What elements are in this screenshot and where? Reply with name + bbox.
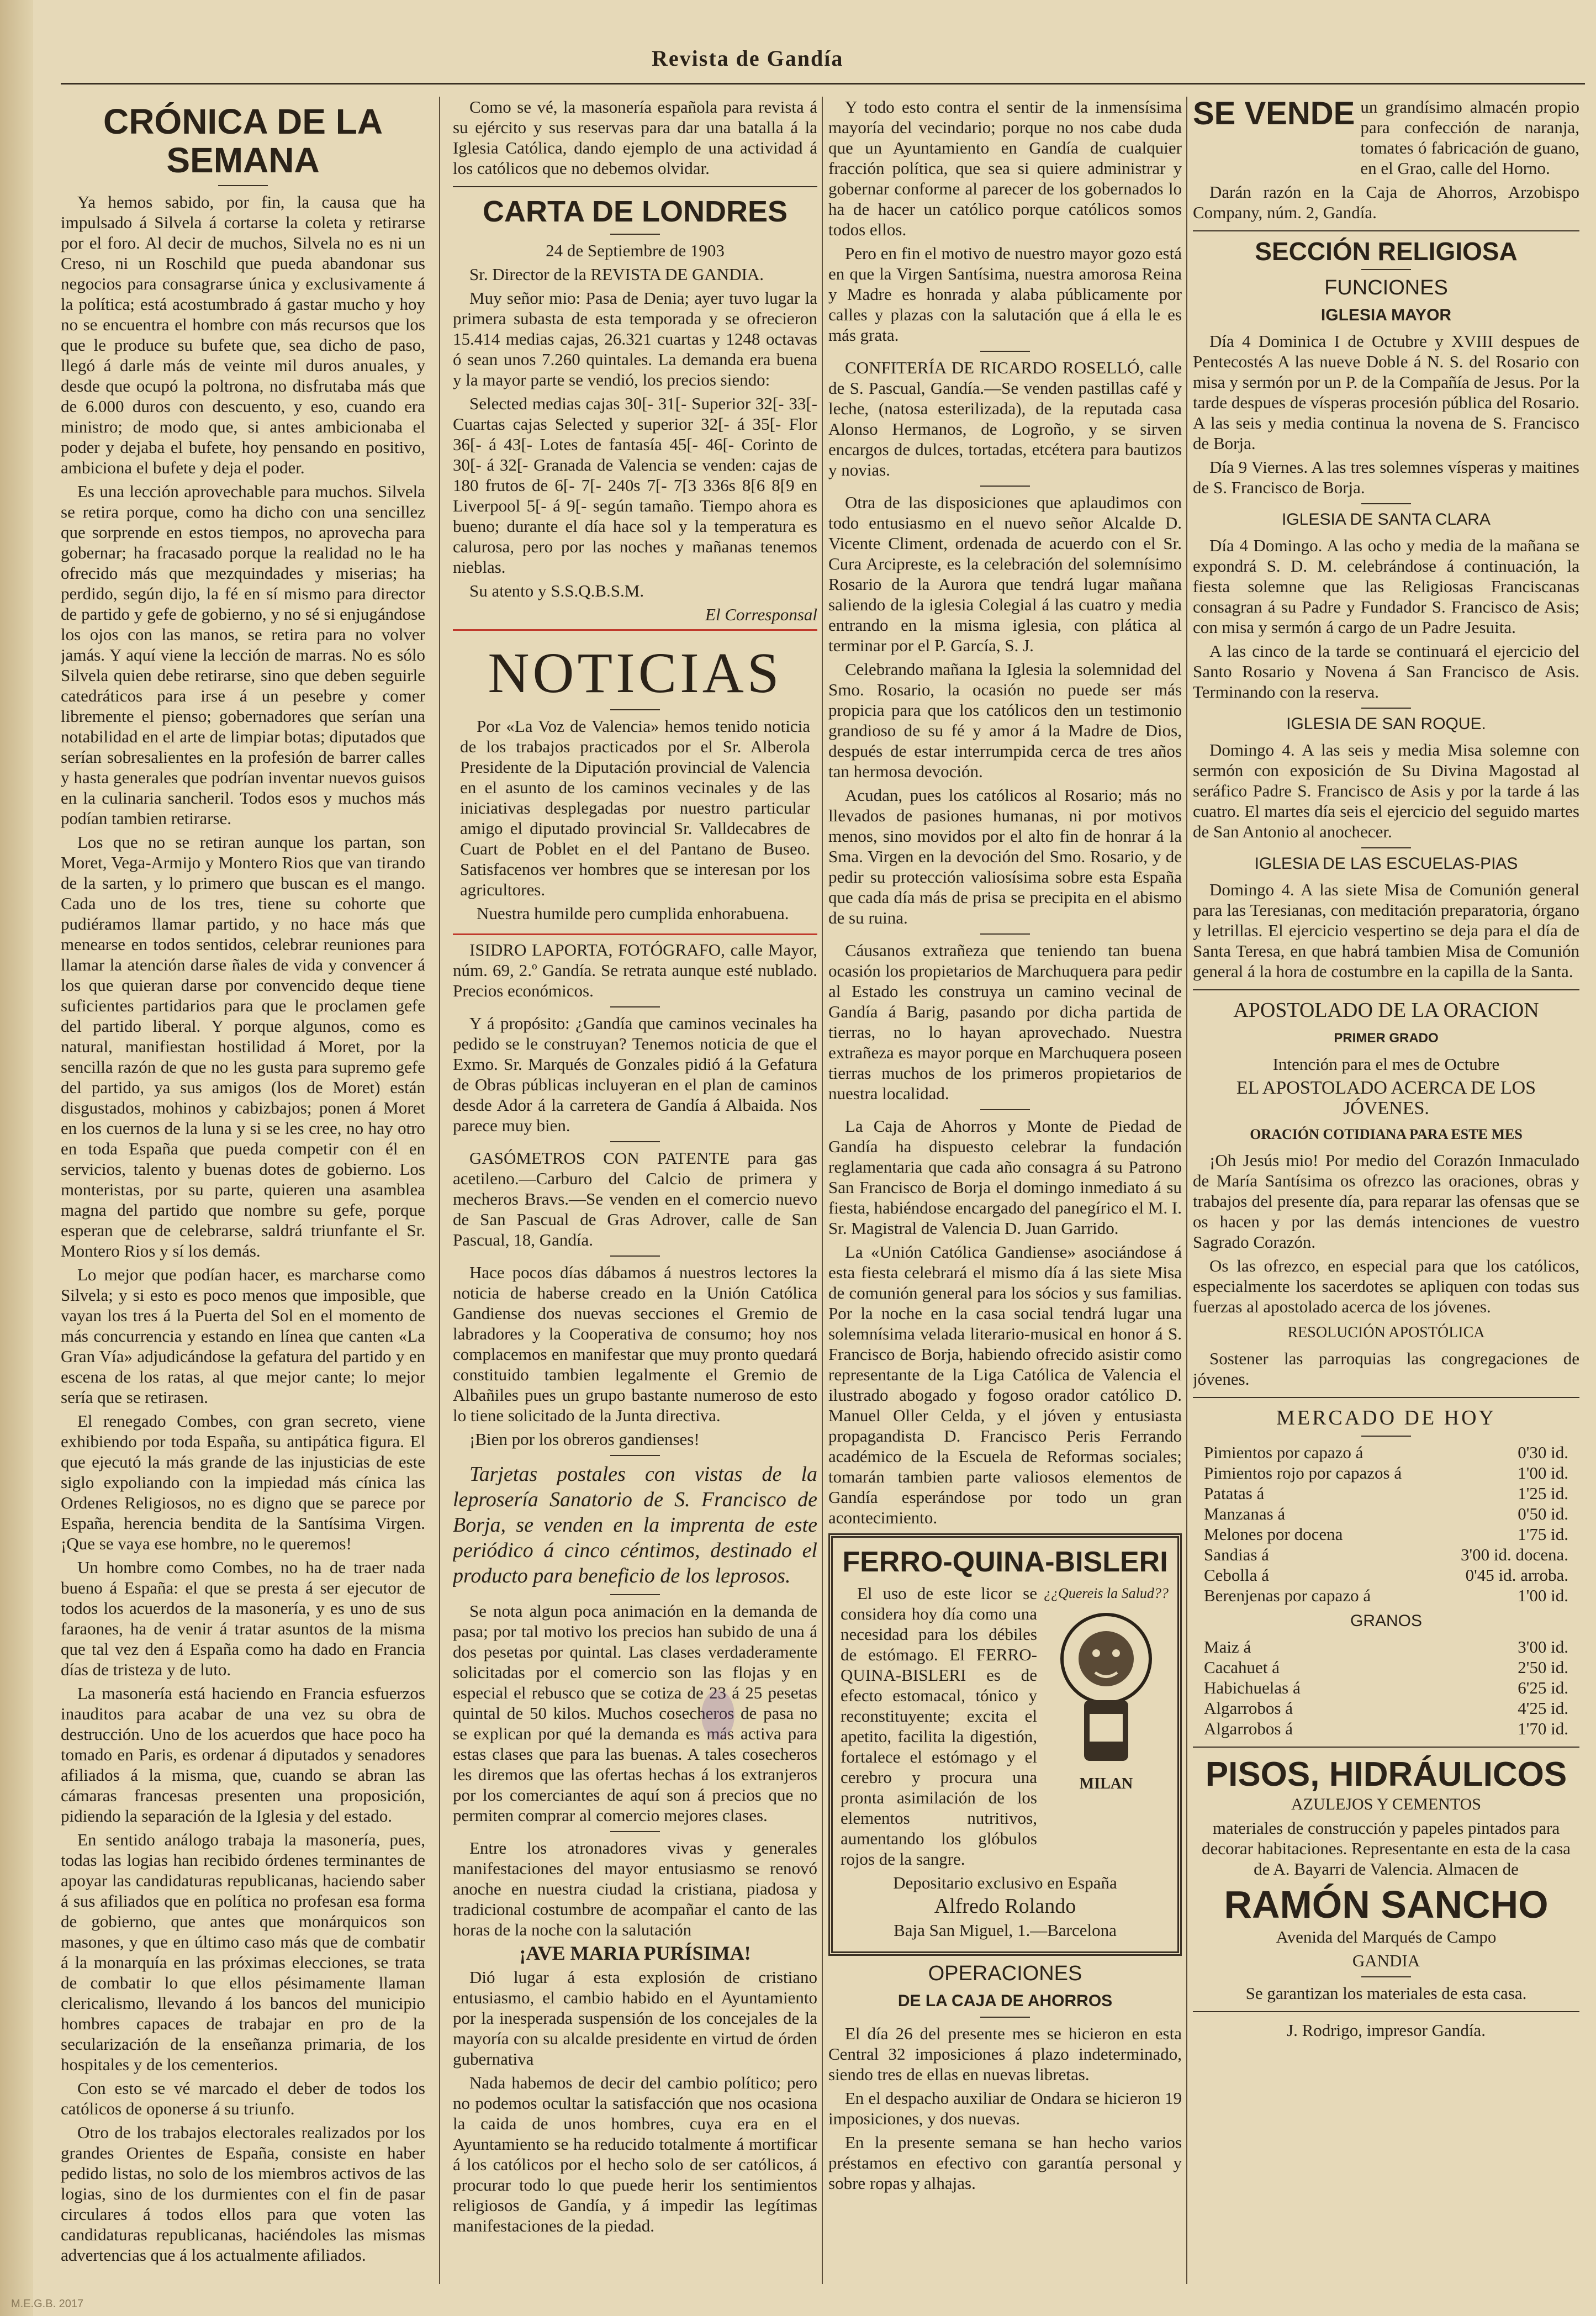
- market-item-price: 3'00 id. docena.: [1461, 1545, 1568, 1564]
- archive-mark: M.E.G.B. 2017: [11, 2298, 84, 2310]
- ad-name: Alfredo Rolando: [934, 1895, 1076, 1918]
- ad-milan: MILAN: [1079, 1775, 1133, 1792]
- rule: [610, 1594, 660, 1595]
- cronica-paragraph: Con esto se vé marcado el deber de todos los católicos de oponerse á su triunfo.: [61, 2078, 425, 2118]
- divider: [453, 186, 817, 187]
- oracion-text: Os las ofrezco, en especial para que los católicos, especialmente los sacerdotes se apliquen con todas sus fuerzas al apostolado acerca de los jóvenes.: [1193, 1256, 1579, 1316]
- grain-item: [1193, 1677, 1579, 1698]
- san-roque-text: Domingo 4. A las seis y media Misa solemne con sermón con exposición de Su Divina Magostad al seráfico Padre S. Francisco de Asis y por la tarde á las cuatro. El martes día seis el ejercicio del seguido martes de San Antonio al anochecer.: [1193, 740, 1579, 841]
- gasometros-ad: GASÓMETROS CON PATENTE para gas acetileno.—Carburo del Calcio de primera y mecheros Bravs.—Se venden en el comercio nuevo de San Pascual de Gras Adrover, calle de San Pascual, 18, Gandía.: [453, 1148, 817, 1249]
- divider: [1193, 989, 1579, 990]
- grain-item-label: Maiz á: [1204, 1637, 1251, 1656]
- market-item-price: 1'00 id.: [1518, 1586, 1568, 1605]
- cronica-paragraph: Es una lección aprovechable para muchos. Silvela se retira porque, como ha dicho con una sencillez que sorprende en estos tiempos, no aprovecha para gobernar; ha fracasado porque la realidad no le ha ofrecido más que mezquindades y miserias; ha perdido, según dijo, la fé en sí mismo para director de partido y gefe de gobierno, y no sé si enjugándose los ojos con las manos, se retira para no volver jamás. Y aquí viene la lección de marras. No es sólo Silvela quien debe retirarse, sino que deben seguirle catedráticos para irse á un pesebre y comer libremente el pienso; gobernadores que serían una notabilidad en el arte de limpiar botas; diputados que serían sobresalientes en la profesión de barrer calles y hasta generales que podrían inventar nuevos guisos en la culinaria sancheril. Todos esos y muchos más podían tambien retirarse.: [61, 482, 425, 828]
- gremio-paragraph: Hace pocos días dábamos á nuestros lectores la noticia de haberse creado en la Unión Católica Gandiense dos nuevas secciones el Gremio de labradores y la Cooperativa de consumo; hoy nos complacemos en manifestar que muy pronto quedará constituido tambien legalmente el Gremio de Albañiles pues un grupo bastante numeroso de esto lo tiene solicitado de la Junta directiva.: [453, 1263, 817, 1425]
- seccion-religiosa-title: SECCIÓN RELIGIOSA: [1255, 237, 1518, 266]
- ayuntamiento-paragraph: Dió lugar á esta explosión de cristiano entusiasmo, el cambio habido en el Ayuntamiento por la inesperada suspensión de los concejales de la mayoría con su alcalde presidente en virtud de órden gubernativa: [453, 1967, 817, 2069]
- cronica-paragraph: Otro de los trabajos electorales realizados por los grandes Orientes de España, consiste en haber pedido listas, no solo de los miembros activos de las logias, sino de los durmientes con el fin de pasar circulares á todos ellos para que voten las candidaturas republicanas, haciéndoles las mismas advertencias que á los actualmente afiliados.: [61, 2123, 425, 2265]
- operaciones-subtitle: DE LA CAJA DE AHORROS: [897, 1992, 1113, 2010]
- rule: [1361, 269, 1411, 270]
- se-vende-title: SE VENDE: [1193, 97, 1355, 131]
- rosario-paragraph: Celebrando mañana la Iglesia la solemnidad del Smo. Rosario, la ocasión no puede ser más propicia para que los católicos den un testimonio grandioso de su fé y amor á la Madre de Dios, después de estar interrumpida cerca de tres años tan hermosa devoción.: [828, 660, 1182, 781]
- ad-address: Baja San Miguel, 1.—Barcelona: [894, 1921, 1117, 1940]
- santa-clara-text: A las cinco de la tarde se continuará el ejercicio del Santo Rosario y Novena á San Francisco de Asis. Terminando con la reserva.: [1193, 641, 1579, 701]
- grain-item-label: Algarrobos á: [1204, 1698, 1293, 1718]
- resolucion-title: RESOLUCIÓN APOSTÓLICA: [1287, 1324, 1485, 1341]
- divider: [1193, 1747, 1579, 1748]
- noticias-title: NOTICIAS: [488, 641, 783, 705]
- tarjetas-notice: Tarjetas postales con vistas de la leprosería Sanatorio de S. Francisco de Borja, se venden en la imprenta de este periódico á cinco céntimos, destinado el producto para beneficio de los leprosos.: [453, 1463, 817, 1587]
- market-item: [1193, 1503, 1579, 1524]
- se-vende-ad: [1193, 97, 1579, 182]
- ad-title: FERRO-QUINA-BISLERI: [842, 1546, 1168, 1578]
- cronica-paragraph: Un hombre como Combes, no ha de traer nada bueno á España: el que se presta á ser ejecutor de todos los acuerdos de la masonería, y es uno de sus faraones, ha de venir á tratar asuntos de la misma que tal vez den á España como ha dado en Francia días de tristeza y de luto.: [61, 1558, 425, 1679]
- oracion-text: ¡Oh Jesús mio! Por medio del Corazón Inmaculado de María Santísima os ofrezco las oraciones, obras y trabajos del presente día, para reparar las ofensas que se os hacen y por las demás intenciones de vuestro Sagrado Corazón.: [1193, 1151, 1579, 1252]
- market-item-price: 1'75 id.: [1518, 1524, 1568, 1544]
- title-rule: [218, 185, 268, 186]
- garantizan-text: Se garantizan los materiales de esta casa.: [1245, 1983, 1527, 2003]
- column-divider: [1186, 97, 1187, 2284]
- lion-bottle-icon: [1045, 1603, 1167, 1769]
- cronica-paragraph: Los que no se retiran aunque los partan, son Moret, Vega-Armijo y Montero Rios que van tirando de la sarten, y lo primero que buscan es el mango. Cada uno de los tres, tiene su cohorte que pudiéramos llamar partido, y no hace más que menearse en todos sentidos, celebrar reuniones para llamar la atención darse ñales de vida y convencer á los que quieran darse por convencido deque tiene suficientes partidarios para que le proclamen gefe del partido liberal. Y porque algunos, como es natural, manifiestan hostilidad á Moret, por la sencilla razón de que no les gusta para supremo gefe del partido, ya sus amigos (los de Moret) están disgustados, mohinos y cabizbajos; ponen á Moret en los cuernos de la luna y si se les cree, no hay otro en toda España que pueda competir con él en servicios, talento y buenas dotes de gobierno. Los monteristas, por su parte, quieren una asamblea magna del partido que nombre su gefe, porque esperan que de celebrarse, saldrá triunfante el Sr. Montero Rios y sí los demás.: [61, 832, 425, 1260]
- market-item-price: 0'45 id. arroba.: [1465, 1565, 1568, 1585]
- title-rule: [610, 234, 660, 235]
- rule: [1361, 847, 1411, 848]
- pisos-title: PISOS, HIDRÁULICOS: [1205, 1755, 1567, 1793]
- carta-close: Su atento y S.S.Q.B.S.M.: [469, 581, 644, 600]
- rule: [1361, 708, 1411, 709]
- san-roque-title: IGLESIA DE SAN ROQUE.: [1286, 715, 1486, 733]
- market-item-label: Patatas á: [1204, 1484, 1265, 1503]
- market-item-label: Cebolla á: [1204, 1565, 1269, 1585]
- ramon-sancho-name: RAMÓN SANCHO: [1224, 1883, 1549, 1926]
- apostolado-acerca: EL APOSTOLADO ACERCA DE LOS JÓVENES.: [1236, 1078, 1536, 1119]
- cronica-title: CRÓNICA DE LA SEMANA: [103, 102, 383, 180]
- market-list: [1193, 1442, 1579, 1606]
- ad-depositario: Depositario exclusivo en España: [893, 1873, 1117, 1892]
- rosario-paragraph: Acudan, pues los católicos al Rosario; más no llevados de pasiones humanas, ni por motivos menos, sino movidos por el alto fin de honrar á la Sma. Virgen en la devoción del Smo. Rosario, y de pedir su protección valiosísima sobre esta España que cada día más de prisa se precipita en el abismo de su ruina.: [828, 785, 1182, 927]
- ramon-address: Avenida del Marqués de Campo: [1276, 1927, 1497, 1946]
- market-item: [1193, 1442, 1579, 1463]
- ayuntamiento-cont: Y todo esto contra el sentir de la inmensísima mayoría del vecindario; porque no nos cabe duda que un Ayuntamiento en Gandía de cualquier fracción política, que sea si quiere administrar y gobernar conforme al parecer de los gobernados lo ha de hacer un católico porque católicos somos todos ellos.: [828, 97, 1182, 239]
- rule: [980, 351, 1030, 352]
- market-item: [1193, 1544, 1579, 1565]
- masthead: Revista de Gandía: [652, 46, 844, 71]
- grain-item-price: 4'25 id.: [1518, 1698, 1568, 1718]
- pisos-text: materiales de construcción y papeles pintados para decorar habitaciones. Representante en esta de la casa de A. Bayarri de Valencia. Almacen de: [1202, 1818, 1571, 1879]
- grain-item-label: Habichuelas á: [1204, 1678, 1301, 1697]
- page-spine: [0, 0, 33, 2316]
- se-vende-text: un grandísimo almacén propio para confección de naranja, tomates ó fabricación de guano, en el Grao, calle del Horno.: [1360, 97, 1579, 178]
- operaciones-paragraph: En el despacho auxiliar de Ondara se hicieron 19 imposiciones, y dos nuevas.: [828, 2088, 1182, 2128]
- rule: [610, 1006, 660, 1007]
- carta-salutation: Sr. Director de la REVISTA DE GANDIA.: [469, 265, 764, 284]
- funciones-title: FUNCIONES: [1324, 276, 1448, 299]
- ad-question: ¿¿Quereis la Salud??: [1044, 1585, 1169, 1601]
- column-2: [453, 97, 817, 2284]
- divider: [1193, 2011, 1579, 2012]
- escuelas-pias-text: Domingo 4. A las siete Misa de Comunión general para las Teresianas, con meditación preparatoria, órgano y letrillas. El ejercicio vespertino se deja para el día de Santa Teresa, en que habrá tambien Misa de Comunión general á la hora de costumbre en la capilla de la Santa.: [1193, 880, 1579, 981]
- caminos-paragraph: Y á propósito: ¿Gandía que caminos vecinales ha pedido se le construyan? Tenemos noticia de que el Exmo. Sr. Marqués de Gonzales pidió á la Gefatura de Obras públicas incluyeran en el plan de caminos desde Ador á la carretera de Gandía á Albaida. Nos parece muy bien.: [453, 1014, 817, 1135]
- market-item-price: 1'00 id.: [1518, 1463, 1568, 1483]
- column-divider: [439, 97, 440, 2284]
- rule: [980, 2017, 1030, 2018]
- carta-signature: El Corresponsal: [705, 605, 817, 624]
- market-item-price: 1'25 id.: [1518, 1484, 1568, 1503]
- cronica-paragraph: La masonería está haciendo en Francia esfuerzos inauditos para acabar de una vez su obra de destrucción. Uno de los acuerdos que hace poco ha tomado en Paris, es ordenar á diputados y senadores afiliados á la misma, que, cuando se abran las cámaras francesas presenten una proposición, pidiendo la separación de la Iglesia y del estado.: [61, 1684, 425, 1826]
- column-divider: [822, 97, 823, 2284]
- market-item: [1193, 1463, 1579, 1483]
- column-4: [1193, 97, 1579, 2284]
- carta-paragraph: Muy señor mio: Pasa de Denia; ayer tuvo lugar la primera subasta de esta temporada y se ofrecieron 15.414 medias cajas, 26.321 cuartas y 1248 octavas ó sean unos 7.260 quintales. La demanda era buena y la mayor parte se vendió, los precios siendo:: [453, 288, 817, 389]
- carta-prices: Selected medias cajas 30[- 31[- Superior 32[- 33[- Cuartas cajas Selected y superior 32[- á 35[- Flor 36[- á 43[- Lotes de fantasía 45[- 46[- Corinto de 30[- á 32[- Granada de Valencia se venden: cajas de 180 frutos de 6[- 7[- 240s 7[- 7[3 336s 8[6 8[9 en Liverpool 5[- á 9[- según tamaño. Tiempo ahora es bueno; durante el día hace sol y la temperatura es calurosa, pero por las noches y mañanas tenemos nieblas.: [453, 394, 817, 577]
- rule: [980, 1109, 1030, 1110]
- grain-item-price: 2'50 id.: [1518, 1658, 1568, 1677]
- primer-grado: PRIMER GRADO: [1334, 1031, 1439, 1046]
- grain-item-label: Cacahuet á: [1204, 1658, 1280, 1677]
- market-item-label: Berenjenas por capazo á: [1204, 1586, 1371, 1605]
- ad-text: El uso de este licor se considera hoy día como una necesidad para los débiles de estómago. El FERRO-QUINA-BISLERI es de efecto estomacal, tónico y reconstituyente; excita el apetito, facilita la digestión, fortalece el estómago y el cerebro y procura una pronta asimilación de los elementos nutritivos, aumentando los glóbulos rojos de la sangre.: [841, 1584, 1037, 1869]
- rule: [610, 1141, 660, 1142]
- market-item: [1193, 1483, 1579, 1503]
- header-rule: [61, 83, 1585, 85]
- resolucion-text: Sostener las parroquias las congregaciones de jóvenes.: [1193, 1349, 1579, 1389]
- operaciones-title: OPERACIONES: [928, 1962, 1082, 1985]
- grain-item-price: 1'70 id.: [1518, 1719, 1568, 1738]
- ferro-quina-ad: [828, 1533, 1182, 1956]
- rule: [980, 933, 1030, 935]
- market-item-label: Pimientos rojo por capazos á: [1204, 1463, 1402, 1483]
- ave-maria: ¡AVE MARIA PURÍSIMA!: [519, 1942, 751, 1964]
- column-3: [828, 97, 1182, 2284]
- market-item: [1193, 1524, 1579, 1544]
- cronica-paragraph: En sentido análogo trabaja la masonería, pues, todas las logias han recibido órdenes terminantes de apoyar las candidaturas republicanas, haciendo saber á sus afiliados que en política no profesan esa forma de gobierno, que antes que monárquicos son masones, y que en último caso más que de combatir á la monarquía en las próximas elecciones, se trata de combatir lo que ellos pésimamente llaman clericalismo, llevando á los bancos del municipio hombres capaces de trabajar en pro de la secularización de la enseñanza primaria, de los hospitales y de los cementerios.: [61, 1830, 425, 2074]
- virgen-paragraph: Pero en fin el motivo de nuestro mayor gozo está en que la Virgen Santísima, nuestra amorosa Reina y Madre es honrada y alaba públicamente por calles y plazas con la salutación que á ella le es más grata.: [828, 244, 1182, 345]
- santa-clara-text: Día 4 Domingo. A las ocho y media de la mañana se expondrá S. D. M. celebrándose á continuación, la fiesta solemne que las Religiosas Franciscanas consagran á su Padre y Fundador S. Francisco de Asis; con misa y sermón á cargo de un Padre Jesuita.: [1193, 536, 1579, 637]
- market-item-label: Sandias á: [1204, 1545, 1269, 1564]
- intencion-text: Intención para el mes de Octubre: [1272, 1054, 1500, 1074]
- market-item-label: Melones por docena: [1204, 1524, 1343, 1544]
- noticias-box: [453, 629, 817, 935]
- union-paragraph: La «Unión Católica Gandiense» asociándose á esta fiesta celebrará el mismo día á las siete Misa de comunión general para los sócios y sus familias. Por la noche en la casa social tendrá lugar una solemnísima velada literario-musical en honor á S. Francisco de Borja, habiendo ofrecido asistir como representante de la Liga Católica de Valencia el ilustrado abogado y fogoso orador católico D. Manuel Oller Celda, y el jóven y entusiasta propagandista D. Francisco Peris Ferrando académico de la Escuela de Reformas sociales; tomarán tambien parte valiosos elementos de Gandía esperándose por todo un gran acontecimiento.: [828, 1242, 1182, 1527]
- rule: [610, 1455, 660, 1456]
- cronica-paragraph: Lo mejor que podían hacer, es marcharse como Silvela; y si esto es poco menos que imposible, que vayan los tres á la Puerta del Sol en el momento de más concurrencia y estando en línea que canten «La Gran Vía» adjudicándose la gefatura del partido y en escena de los ratas, al que mejor cante; lo mejor sería que se retirasen.: [61, 1265, 425, 1407]
- laporta-ad: ISIDRO LAPORTA, FOTÓGRAFO, calle Mayor, núm. 69, 2.º Gandía. Se retrata aunque esté nublado. Precios económicos.: [453, 940, 817, 1000]
- gremio-close: ¡Bien por los obreros gandienses!: [469, 1429, 700, 1449]
- iglesia-mayor-text: Día 4 Dominica I de Octubre y XVIII despues de Pentecostés A las nueve Doble á N. S. del Rosario con misa y sermón por un P. de la Compañía de Jesus. Por la tarde despues de vísperas procesión pública del Rosario. A las seis y media continua la novena de S. Francisco de Borja.: [1193, 331, 1579, 453]
- grain-item: [1193, 1637, 1579, 1657]
- azulejos-subtitle: AZULEJOS Y CEMENTOS: [1291, 1795, 1481, 1813]
- rule: [610, 1831, 660, 1832]
- rule: [1361, 1436, 1411, 1437]
- rosario-paragraph: Otra de las disposiciones que aplaudimos con todo entusiasmo en el nuevo señor Alcalde D. Vicente Climent, ordenada de acuerdo con el Sr. Cura Arcipreste, es la celebración del solemnísimo Rosario de la Aurora que tendrá lugar mañana saliendo de la iglesia Colegial á las cuatro y media entrando en la misma iglesia, con plática al terminar por el P. García, S. J.: [828, 493, 1182, 655]
- market-item: [1193, 1565, 1579, 1585]
- noticias-paragraph: Nuestra humilde pero cumplida enhorabuena.: [477, 904, 789, 923]
- grain-item: [1193, 1698, 1579, 1718]
- atronadores-paragraph: Entre los atronadores vivas y generales manifestaciones del mayor entusiasmo se renovó anoche en nuestra ciudad la cristiana, piadosa y tradicional costumbre de acompañar el canto de las horas de la noche con la salutación: [453, 1838, 817, 1939]
- marchuquera-paragraph: Cáusanos extrañeza que teniendo tan buena ocasión los propietarios de Marchuquera para pedir al Estado les construya un camino vecinal de Gandía á Barig, pasando por dicha partida de tierras, no lo hayan aprovechado. Nuestra extrañeza es mayor porque en Marchuquera poseen tierras muchos de los primeros propietarios de nuestra localidad.: [828, 941, 1182, 1103]
- carta-date: 24 de Septiembre de 1903: [546, 241, 725, 260]
- rule: [610, 1255, 660, 1257]
- noticias-paragraph: Por «La Voz de Valencia» hemos tenido noticia de los trabajos practicados por el Sr. Alberola Presidente de la Diputación provincial de Valencia en el asunto de los caminos vecinales y de las iniciativas desplegadas por nuestro particular amigo el diputado provincial Sr. Valldecabres de Cuart de Poblet en el del Pantano de Buseo. Satisfacenos ver hombres que se interesan por los agricultores.: [460, 716, 810, 899]
- grain-item: [1193, 1657, 1579, 1677]
- market-item-label: Manzanas á: [1204, 1504, 1286, 1523]
- carta-title: CARTA DE LONDRES: [483, 195, 788, 228]
- rule: [1361, 503, 1411, 504]
- grain-item-label: Algarrobos á: [1204, 1719, 1293, 1738]
- mercado-title: MERCADO DE HOY: [1276, 1406, 1496, 1429]
- apostolado-title: APOSTOLADO DE LA ORACION: [1233, 999, 1539, 1022]
- divider: [1193, 1397, 1579, 1398]
- nada-paragraph: Nada habemos de decir del cambio político; pero no podemos ocultar la satisfacción que nos ocasiona la caida de unos hombres, cuya era en el Ayuntamiento se ha reducido totalmente á mortificar á los católicos por el hecho solo de ser católicos, á procurar todo lo que puede herir los sentimientos religiosos de Gandía, y á impedir las legítimas manifestaciones de la piedad.: [453, 2073, 817, 2235]
- iglesia-mayor-text: Día 9 Viernes. A las tres solemnes vísperas y maitines de S. Francisco de Borja.: [1193, 457, 1579, 497]
- confiteria-ad: CONFITERÍA DE RICARDO ROSELLÓ, calle de S. Pascual, Gandía.—Se venden pastillas café y leche, (natosa esterilizada), de la reputada casa Alonso Hermanos, de Logroño, y se sirven encargos de dulces, tortadas, etcétera para bautizos y novias.: [828, 358, 1182, 479]
- grain-item: [1193, 1718, 1579, 1739]
- divider: [1193, 230, 1579, 231]
- operaciones-paragraph: En la presente semana se han hecho varios préstamos en efectivo con garantía personal y sobre ropas y alhajas.: [828, 2133, 1182, 2193]
- column-1: [61, 97, 425, 2284]
- impresor-text: J. Rodrigo, impresor Gandía.: [1287, 2020, 1486, 2040]
- santa-clara-title: IGLESIA DE SANTA CLARA: [1282, 510, 1491, 529]
- rule: [1361, 1976, 1411, 1977]
- operaciones-paragraph: El día 26 del presente mes se hicieron en esta Central 32 imposiciones á plazo indeterminado, siendo tres de ellas en nuevas libretas.: [828, 2024, 1182, 2084]
- escuelas-pias-title: IGLESIA DE LAS ESCUELAS-PIAS: [1254, 854, 1518, 873]
- cronica-paragraph: Ya hemos sabido, por fin, la causa que ha impulsado á Silvela á cortarse la coleta y retirarse por el foro. Al decir de muchos, Silvela no es ni un Creso, ni un Roschild que pueda abandonar sus negocios para consagrarse única y exclusivamente á la política; está acostumbrado á gastar mucho y hoy no se encuentra el hombre con más recursos que los que le produce su bufete que, sea dicho de paso, llegó á darle más de veinte mil duros anuales, y desde que ocupó la poltrona, no disfrutaba más que de 6.000 duros con descuento, y eso, cuando era ministro; de modo que, si antes ambicionaba el poder y dejaba el bufete, hoy pensando en positivo, ambiciona el bufete y deja el poder.: [61, 192, 425, 477]
- iglesia-mayor-title: IGLESIA MAYOR: [1320, 306, 1452, 324]
- masoneria-paragraph: Como se vé, la masonería española para revista á su ejército y sus reservas para dar una batalla á la Iglesia Católica, dando ejemplo de una actividad á los católicos que no debemos olvidar.: [453, 97, 817, 178]
- grain-list: [1193, 1637, 1579, 1739]
- market-item-label: Pimientos por capazo á: [1204, 1443, 1364, 1462]
- title-rule: [610, 709, 660, 710]
- grain-item-price: 6'25 id.: [1518, 1678, 1568, 1697]
- granos-title: GRANOS: [1350, 1612, 1423, 1630]
- rule: [980, 486, 1030, 487]
- market-item-price: 0'30 id.: [1518, 1443, 1568, 1462]
- market-item-price: 0'50 id.: [1518, 1504, 1568, 1523]
- grain-item-price: 3'00 id.: [1518, 1637, 1568, 1656]
- ramon-city: GANDIA: [1352, 1951, 1420, 1970]
- ink-stain: [701, 1690, 734, 1740]
- caja-paragraph: La Caja de Ahorros y Monte de Piedad de Gandía ha dispuesto celebrar la fundación reglamentaria que cada año consagra á su Patrono San Francisco de Borja el domingo inmediato á su fiesta, habiéndose encargado del panegírico el M. I. Sr. Magistral de Valencia D. Juan Garrido.: [828, 1116, 1182, 1238]
- se-vende-text2: Darán razón en la Caja de Ahorros, Arzobispo Company, núm. 2, Gandía.: [1193, 182, 1579, 222]
- cronica-paragraph: El renegado Combes, con gran secreto, viene exhibiendo por toda España, su antipática figura. El que ejecutó la más grande de las injusticias de este siglo expoliando con la impiedad más cínica las Ordenes Religiosos, no es digno que se parece por España, herencia bendita de la Santísima Virgen. ¡Que se vaya ese hombre, no le queremos!: [61, 1411, 425, 1553]
- pasa-paragraph: Se nota algun poca animación en la demanda de pasa; por tal motivo los precios han subido de una á dos pesetas por quintal. Las clases verdaderamente solicitadas por el comercio son las flojas y en especial el rebusco que se cotiza de 23 á 25 pesetas quintal de 50 kilos. Muchos cosecheros de pasa no se explican por qué la demanda es más activa para estas clases que para las buenas. A tales cosecheros les diremos que las ofertas hechas á los extranjeros por los comerciantes de aquí son á precios que no permiten comprar al comercio mejores clases.: [453, 1601, 817, 1825]
- market-item: [1193, 1585, 1579, 1606]
- oracion-title: ORACIÓN COTIDIANA PARA ESTE MES: [1250, 1126, 1523, 1142]
